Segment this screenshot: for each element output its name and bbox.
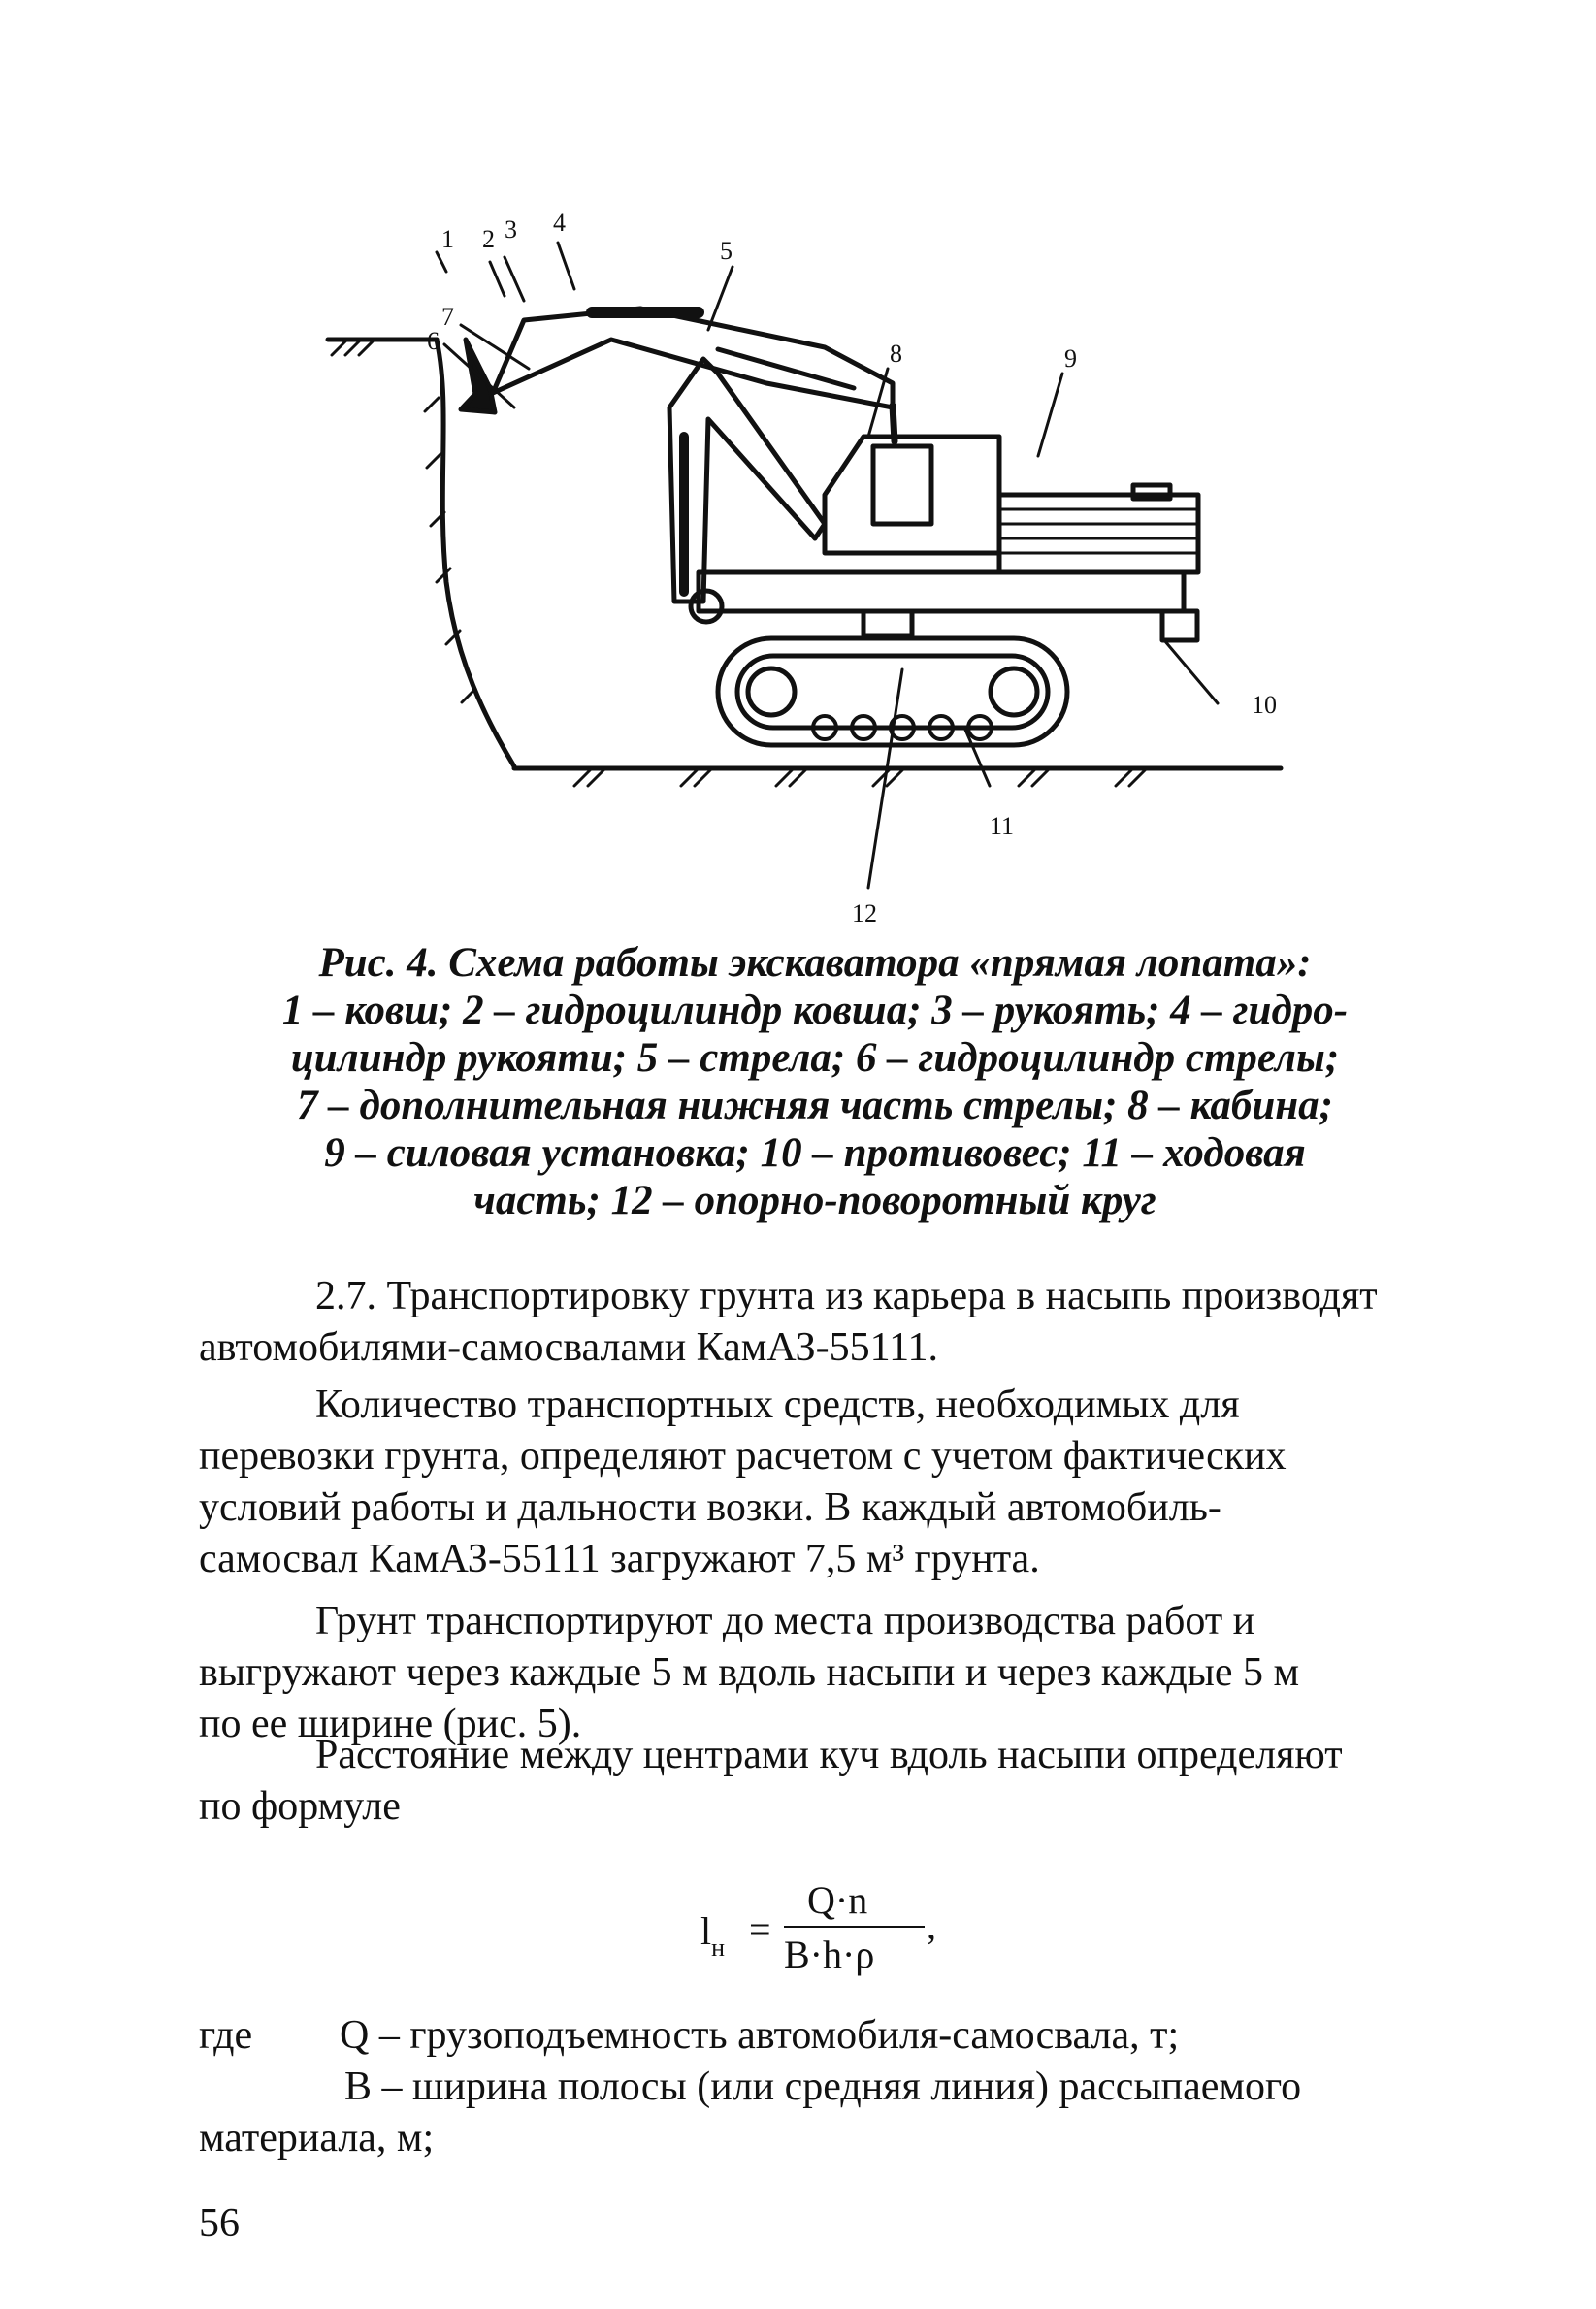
excavator-figure bbox=[320, 204, 1310, 941]
caption-line: цилиндр рукояти; 5 – стрела; 6 – гидроцилиндр стрелы; bbox=[290, 1035, 1340, 1081]
page-number: 56 bbox=[199, 2201, 240, 2246]
formula-lhs-subscript: н bbox=[711, 1934, 726, 1962]
label-4: 4 bbox=[553, 209, 566, 237]
label-10: 10 bbox=[1252, 691, 1277, 719]
paragraph-vehicles bbox=[199, 1380, 1436, 1585]
excavator-diagram bbox=[320, 204, 1310, 941]
formula-denominator: B·h·ρ bbox=[784, 1933, 875, 1976]
text-line: по формуле bbox=[199, 1784, 401, 1829]
caption-line: 1 – ковш; 2 – гидроцилиндр ковша; 3 – рукоять; 4 – гидро- bbox=[281, 988, 1349, 1033]
counterweight bbox=[1162, 611, 1197, 640]
formula-comma: , bbox=[927, 1903, 936, 1947]
label-1: 1 bbox=[441, 225, 454, 253]
label-5: 5 bbox=[720, 237, 733, 265]
exhaust bbox=[1133, 485, 1170, 499]
variable-definitions bbox=[199, 2010, 1436, 2164]
label-8: 8 bbox=[890, 340, 902, 368]
definition-q: Q – грузоподъемность автомобиля-самосвала, т; bbox=[340, 2013, 1180, 2058]
text-line: Грунт транспортируют до места производства работ и bbox=[315, 1599, 1255, 1643]
slewing-ring bbox=[863, 611, 912, 635]
boom-stick bbox=[493, 309, 893, 407]
text-line: условий работы и дальности возки. В каждый автомобиль- bbox=[199, 1485, 1221, 1530]
lower-boom bbox=[669, 359, 825, 602]
formula-lhs-symbol: l bbox=[700, 1909, 712, 1953]
idler-wheel bbox=[748, 668, 795, 715]
label-7: 7 bbox=[441, 303, 454, 331]
caption-line: часть; 12 – опорно-поворотный круг bbox=[473, 1178, 1156, 1223]
definition-b-continued: материала, м; bbox=[199, 2116, 435, 2161]
text-line: 2.7. Транспортировку грунта из карьера в насыпь производят bbox=[315, 1274, 1378, 1318]
boom-pivot bbox=[691, 591, 722, 622]
text-line: выгружают через каждые 5 м вдоль насыпи и через каждые 5 м bbox=[199, 1650, 1300, 1695]
cabin-window bbox=[873, 446, 931, 524]
label-6: 6 bbox=[427, 327, 440, 355]
definition-row bbox=[199, 2010, 1436, 2062]
platform bbox=[699, 572, 1184, 611]
text-line: перевозки грунта, определяют расчетом с учетом фактических bbox=[199, 1434, 1287, 1479]
boom-lower-edge bbox=[718, 349, 854, 388]
text-line: Количество транспортных средств, необходимых для bbox=[315, 1382, 1240, 1427]
formula-fraction-bar bbox=[784, 1926, 925, 1928]
formula-equals: = bbox=[749, 1907, 771, 1951]
where-word: где bbox=[199, 2013, 253, 2058]
label-9: 9 bbox=[1064, 344, 1077, 373]
label-2: 2 bbox=[482, 225, 495, 253]
formula-numerator: Q·n bbox=[807, 1878, 868, 1922]
label-3: 3 bbox=[505, 215, 517, 244]
label-11: 11 bbox=[990, 812, 1015, 840]
paragraph-unloading bbox=[199, 1596, 1436, 1750]
formula-lhs bbox=[700, 1908, 726, 1962]
cabin bbox=[825, 437, 999, 553]
paragraph-distance bbox=[199, 1730, 1436, 1833]
definition-b: B – ширина полосы (или средняя линия) рассыпаемого bbox=[344, 2065, 1302, 2109]
text-line: автомобилями-самосвалами КамАЗ-55111. bbox=[199, 1325, 939, 1370]
caption-line: 7 – дополнительная нижняя часть стрелы; 8 – кабина; bbox=[297, 1083, 1333, 1128]
text-line: самосвал КамАЗ-55111 загружают 7,5 м³ грунта. bbox=[199, 1537, 1040, 1581]
caption-line: Рис. 4. Схема работы экскаватора «прямая лопата»: bbox=[318, 940, 1312, 986]
power-unit bbox=[999, 495, 1198, 572]
caption-line: 9 – силовая установка; 10 – противовес; 11 – ходовая bbox=[324, 1130, 1306, 1176]
text-line: по ее ширине (рис. 5). bbox=[199, 1702, 582, 1746]
figure-caption bbox=[194, 939, 1436, 1224]
paragraph-2-7 bbox=[199, 1271, 1436, 1374]
sprocket-wheel bbox=[991, 668, 1037, 715]
formula bbox=[679, 1877, 970, 1994]
label-12: 12 bbox=[852, 899, 877, 927]
text-line: Расстояние между центрами куч вдоль насыпи определяют bbox=[315, 1733, 1343, 1777]
